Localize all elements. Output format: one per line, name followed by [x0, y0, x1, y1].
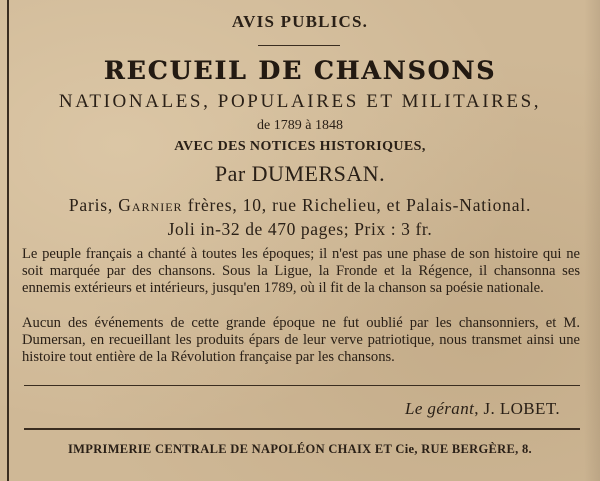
- heading-divider: [258, 45, 340, 46]
- signature-line: [10, 399, 560, 419]
- printer-imprint: IMPRIMERIE CENTRALE DE NAPOLÉON CHAIX ET Cie, RUE BERGÈRE, 8.: [68, 442, 532, 456]
- publisher-name: Garnier: [118, 195, 183, 215]
- signature-name: , J. LOBET.: [474, 399, 560, 418]
- body-paragraph-2: Aucun des événements de cette grande époque ne fut oublié par les chansonniers, et M. Dumersan, en recueillant les produits épars de leur verve patriotique, nous transmet ainsi une histoire tout entière de la Révolution française par les chansons.: [22, 315, 580, 365]
- format-price-line: Joli in-32 de 470 pages; Prix : 3 fr.: [167, 219, 433, 239]
- signature-divider: [24, 385, 580, 386]
- book-title: RECUEIL DE CHANSONS: [103, 56, 497, 85]
- section-heading: AVIS PUBLICS.: [231, 12, 369, 31]
- notices-line: AVEC DES NOTICES HISTORIQUES,: [174, 139, 426, 154]
- signature-role: Le gérant: [404, 399, 475, 418]
- column-rule: [7, 0, 9, 481]
- publisher-suffix: frères, 10, rue Richelieu, et Palais-National.: [182, 195, 532, 215]
- book-subtitle: NATIONALES, POPULAIRES ET MILITAIRES,: [58, 91, 542, 112]
- date-range: de 1789 à 1848: [257, 118, 343, 133]
- author-line: Par DUMERSAN.: [214, 161, 386, 186]
- publisher-line: [10, 195, 590, 216]
- body-paragraph-1: Le peuple français a chanté à toutes les époques; il n'est pas une phase de son histoire qui ne soit marquée par des chansons. Sous la Ligue, la Fronde et la Régence, il chansonna ses ennemis extérieurs et intérieurs, jusqu'en 1789, où il fit de la chanson sa poésie nationale.: [22, 246, 580, 296]
- footer-divider: [24, 428, 580, 430]
- publisher-prefix: Paris,: [68, 195, 119, 215]
